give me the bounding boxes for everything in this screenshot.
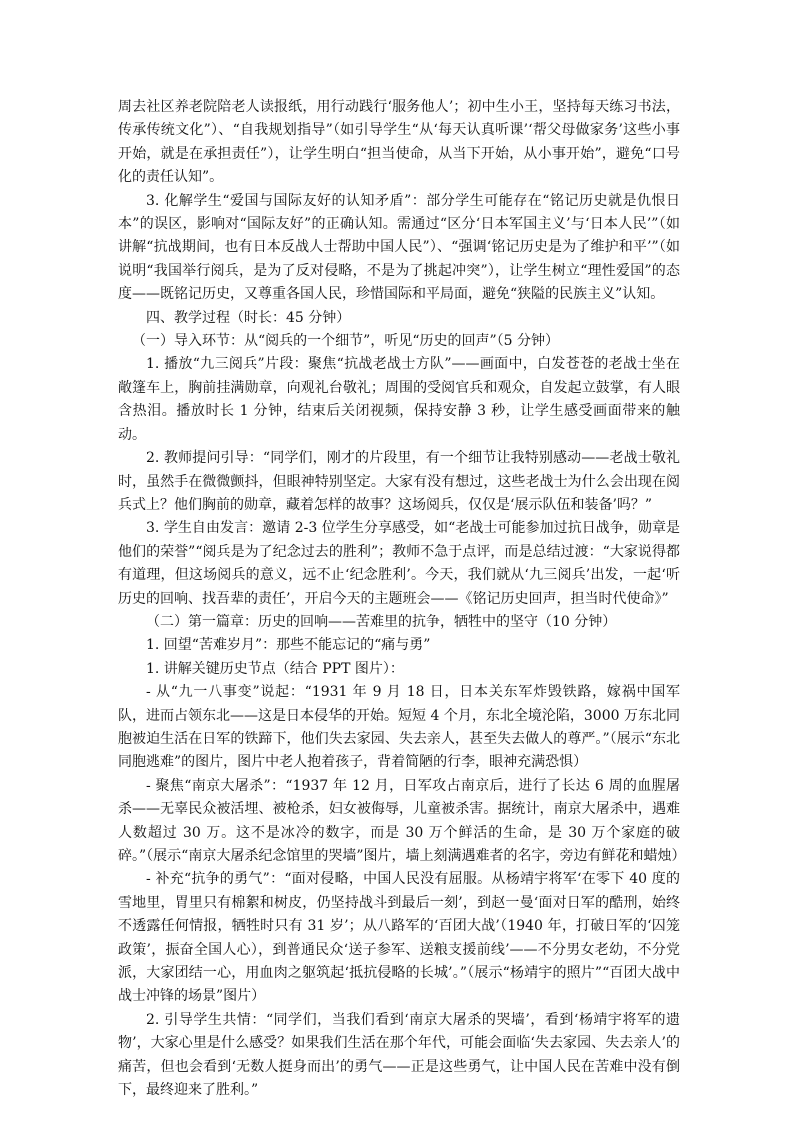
paragraph-volunteer-examples: 周去社区养老院陪老人读报纸，用行动践行‘服务他人’；初中生小王，坚持每天练习书法，传承传统文化”）、“自我规划指导”（如引导学生“从‘每天认真听课’‘帮父母做家务’这些小事开始，就是在承担责任”），让学生明白“担当使命，从当下开始，从小事开始”，避免“口号化的责任认知”。 xyxy=(118,99,680,186)
subsection-heading-introduction: （一）导入环节：从“阅兵的一个细节”，听见“历史的回声”（5 分钟） xyxy=(132,333,559,350)
subsection-heading-chapter-one: （二）第一篇章：历史的回响——苦难里的抗争，牺牲中的坚守（10 分钟） xyxy=(146,613,617,630)
document-page xyxy=(118,96,686,1102)
item-heading-look-back: 1. 回望“苦难岁月”：那些不能忘记的“痛与勇” xyxy=(146,637,431,654)
paragraph-empathy-guidance: 2. 引导学生共情：“同学们，当我们看到‘南京大屠杀的哭墙’，看到‘杨靖宇将军的遗物’，大家心里是什么感受？如果我们生活在那个年代，可能会面临‘失去家园、失去亲人’的痛苦，但也会看到‘无数人挺身而出’的勇气——正是这些勇气，让中国人民在苦难中没有倒下，最终迎来了胜利。” xyxy=(118,1011,680,1099)
paragraph-student-discussion: 3. 学生自由发言：邀请 2-3 位学生分享感受，如“老战士可能参加过抗日战争，勋章是他们的荣誉”“阅兵是为了纪念过去的胜利”；教师不急于点评，而是总结过渡：“大家说得都有道理，但这场阅兵的意义，远不止‘纪念胜利’。今天，我们就从‘九三阅兵’出发，一起‘听历史的回响、找吾辈的责任’，开启今天的主题班会——《铭记历史回声，担当时代使命》” xyxy=(118,520,680,607)
paragraph-play-parade-clip: 1. 播放“九三阅兵”片段：聚焦“抗战老战士方队”——画面中，白发苍苍的老战士坐在敞篷车上，胸前挂满勋章，向观礼台敬礼；周围的受阅官兵和观众，自发起立鼓掌，有人眼含热泪。播放时长 1 分钟，结束后关闭视频，保持安静 3 秒，让学生感受画面带来的触动。 xyxy=(118,356,680,443)
bullet-nanjing-massacre: - 聚焦“南京大屠杀”：“1937 年 12 月，日军攻占南京后，进行了长达 6 周的血腥屠杀——无辜民众被活埋、被枪杀，妇女被侮辱，儿童被杀害。据统计，南京大屠杀中，遇难人数超过 30 万。这不是冰冷的数字，而是 30 万个鲜活的生命，是 30 万个家庭的破碎。”（展示“南京大屠杀纪念馆里的哭墙”图片，墙上刻满遇难者的名字，旁边有鲜花和蜡烛） xyxy=(118,777,686,864)
section-heading-teaching-process: 四、教学过程（时长：45 分钟） xyxy=(146,309,351,326)
bullet-resistance-courage: - 补充“抗争的勇气”：“面对侵略，中国人民没有屈服。从杨靖宇将军‘在零下 40 度的雪地里，胃里只有棉絮和树皮，仍坚持战斗到最后一刻’，到赵一曼‘面对日军的酷刑，始终不透露任何情报，牺牲时只有 31 岁’；从八路军的‘百团大战’（1940 年，打破日军的‘囚笼政策’，振奋全国人心），到普通民众‘送子参军、送粮支援前线’——不分男女老幼，不分党派，大家团结一心，用血肉之躯筑起‘抵抗侵略的长城’。”（展示“杨靖宇的照片”“百团大战中战士冲锋的场景”图片） xyxy=(118,871,680,1005)
paragraph-patriotism-misconception: 3. 化解学生“爱国与国际友好的认知矛盾”：部分学生可能存在“铭记历史就是仇恨日本”的误区，影响对“国际友好”的正确认知。需通过“区分‘日本军国主义’与‘日本人民’”（如讲解“抗战期间，也有日本反战人士帮助中国人民”）、“强调‘铭记历史是为了维护和平’”（如说明“我国举行阅兵，是为了反对侵略，不是为了挑起冲突”），让学生树立“理性爱国”的态度——既铭记历史，又尊重各国人民，珍惜国际和平局面，避免“狭隘的民族主义”认知。 xyxy=(118,192,680,303)
bullet-mukden-incident: - 从“九一八事变”说起：“1931 年 9 月 18 日，日本关东军炸毁铁路，嫁祸中国军队，进而占领东北——这是日本侵华的开始。短短 4 个月，东北全境沦陷，3000 万东北同胞被迫生活在日军的铁蹄下，他们失去家园、失去亲人，甚至失去做人的尊严。”（展示“东北同胞逃难”的图片，图片中老人抱着孩子，背着简陋的行李，眼神充满恐惧） xyxy=(118,684,680,771)
paragraph-teacher-question: 2. 教师提问引导：“同学们，刚才的片段里，有一个细节让我特别感动——老战士敬礼时，虽然手在微微颤抖，但眼神特别坚定。大家有没有想过，这些老战士为什么会出现在阅兵式上？他们胸前的勋章，藏着怎样的故事？这场阅兵，仅仅是‘展示队伍和装备’吗？” xyxy=(118,450,680,513)
item-heading-key-events: 1. 讲解关键历史节点（结合 PPT 图片）： xyxy=(146,660,404,677)
